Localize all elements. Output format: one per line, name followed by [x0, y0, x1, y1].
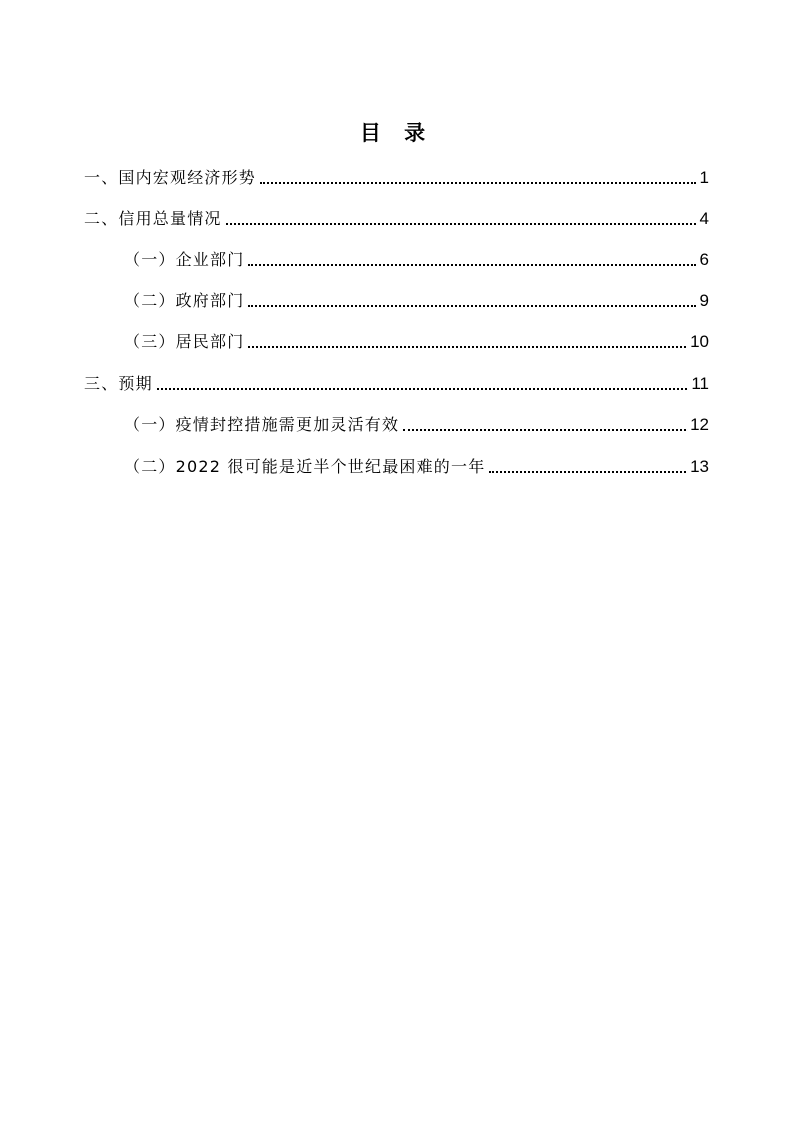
toc-entry-page-number: 11: [691, 374, 709, 393]
toc-entry-credit-total[interactable]: [84, 204, 709, 230]
dot-leader: [226, 223, 696, 225]
toc-entry-label: （二）政府部门: [124, 291, 245, 310]
toc-entry-label: 二、信用总量情况: [84, 209, 222, 228]
dot-leader: [157, 388, 688, 390]
toc-entry-government-sector[interactable]: [124, 286, 709, 312]
toc-entry-expectations[interactable]: [84, 369, 709, 395]
dot-leader: [248, 346, 686, 348]
dot-leader: [248, 264, 695, 266]
dot-leader: [489, 471, 686, 473]
toc-entry-page-number: 4: [699, 209, 709, 228]
toc-entry-label: （二）2022 很可能是近半个世纪最困难的一年: [124, 457, 486, 476]
dot-leader: [248, 305, 695, 307]
toc-entry-household-sector[interactable]: [124, 327, 709, 353]
toc-entry-page-number: 9: [699, 291, 709, 310]
dot-leader: [260, 182, 696, 184]
toc-entry-page-number: 10: [690, 332, 709, 351]
toc-entry-page-number: 6: [699, 250, 709, 269]
toc-entry-macro-economy[interactable]: [84, 163, 709, 189]
toc-entry-enterprise-sector[interactable]: [124, 245, 709, 271]
toc-entry-label: 三、预期: [84, 374, 153, 393]
toc-entry-page-number: 12: [690, 415, 709, 434]
toc-title: 目 录: [359, 121, 434, 145]
toc-entry-page-number: 1: [699, 168, 709, 187]
toc-entry-epidemic-control[interactable]: [124, 410, 709, 436]
toc-entry-label: （一）疫情封控措施需更加灵活有效: [124, 415, 400, 434]
toc-entry-label: （一）企业部门: [124, 250, 245, 269]
toc-entry-page-number: 13: [690, 457, 709, 476]
toc-entry-label: （三）居民部门: [124, 332, 245, 351]
dot-leader: [403, 429, 686, 431]
toc-entry-label: 一、国内宏观经济形势: [84, 168, 257, 187]
toc-entry-hardest-year[interactable]: [124, 452, 709, 478]
